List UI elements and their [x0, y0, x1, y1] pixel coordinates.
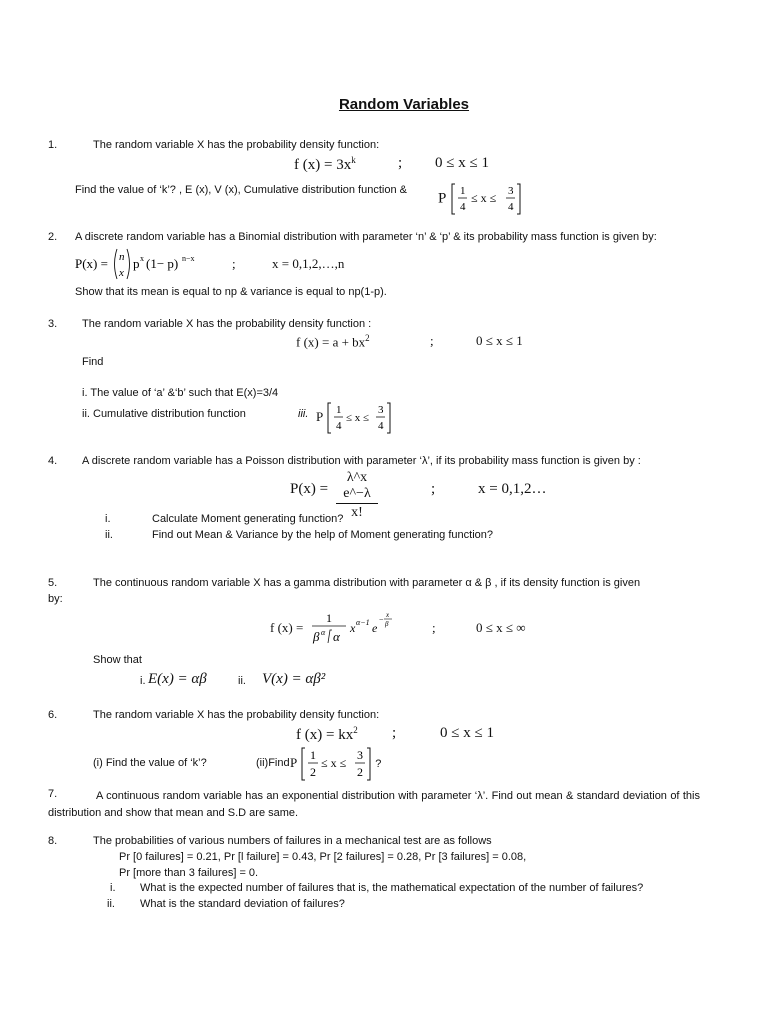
q6-item-i: (i) Find the value of ‘k’? — [93, 757, 207, 769]
svg-text:−: − — [379, 615, 384, 624]
q2-text: A discrete random variable has a Binomial distribution with parameter ‘n’ & ‘p’ & its probability mass function is given by: — [75, 231, 657, 243]
q2-binomial-formula — [75, 246, 205, 282]
q4-item-i-label: i. — [105, 513, 111, 525]
svg-text:1: 1 — [326, 611, 332, 625]
q4-range: x = 0,1,2… — [478, 481, 547, 497]
q8-number: 8. — [48, 835, 58, 847]
q4-text: A discrete random variable has a Poisson distribution with parameter ‘λ’, if its probability mass function is given by : — [82, 455, 641, 467]
q7-number: 7. — [48, 788, 58, 800]
q8-line-1: Pr [0 failures] = 0.21, Pr [l failure] = 0.43, Pr [2 failures] = 0.28, Pr [3 failures] = 0.08, — [119, 851, 527, 863]
q3-item-iii-label: iii. — [298, 408, 309, 420]
q5-text: The continuous random variable X has a gamma distribution with parameter α & β , if its density function is given — [93, 577, 641, 589]
q5-separator: ; — [432, 620, 436, 635]
q4-item-ii-label: ii. — [105, 529, 113, 541]
q3-text: The random variable X has the probability density function : — [82, 318, 372, 330]
q6-separator: ; — [392, 725, 397, 741]
q5-item-i-label: i. — [140, 675, 146, 687]
q5-item-i-formula: E(x) = αβ — [148, 671, 207, 687]
svg-text:≤ x ≤: ≤ x ≤ — [346, 412, 370, 424]
q1-text: The random variable X has the probability density function: — [93, 139, 380, 151]
q4-fraction-denominator: x! — [351, 505, 363, 520]
q5-range: 0 ≤ x ≤ ∞ — [476, 620, 526, 635]
q5-formula-body — [310, 610, 400, 651]
svg-text:3: 3 — [507, 185, 514, 197]
svg-text:x: x — [119, 267, 124, 279]
q5-number: 5. — [48, 577, 58, 589]
svg-text:x: x — [386, 611, 390, 619]
svg-text:α: α — [333, 629, 340, 644]
q4-formula-lhs: P(x) = — [290, 481, 329, 497]
q1-find: Find the value of ‘k’? , E (x), V (x), Cumulative distribution function & — [75, 184, 407, 196]
q6-formula: f $(x) = kx^2$ — [296, 725, 358, 743]
q4-number: 4. — [48, 455, 58, 467]
q8-item-ii-text: What is the standard deviation of failures? — [140, 898, 345, 910]
q6-bracket-expression — [300, 746, 372, 782]
q3-item-i: i. The value of ‘a’ &‘b’ such that E(x)=3/4 — [82, 387, 279, 399]
q8-item-i-label: i. — [110, 882, 116, 894]
q5-gamma-formula — [310, 610, 400, 646]
q4-item-ii-text: Find out Mean & Variance by the help of Moment generating function? — [152, 529, 494, 541]
q2-separator: ; — [232, 256, 236, 271]
svg-text:p: p — [133, 256, 140, 271]
svg-text:3: 3 — [378, 404, 384, 416]
q1-probability: P 1 4 ≤ x ≤ 3 4 — [438, 182, 522, 216]
q6-probability: P 1 2 ≤ x ≤ 3 2 ? — [290, 746, 381, 782]
svg-text:β: β — [313, 629, 320, 644]
q5-text-continued: by: — [48, 593, 63, 605]
svg-text:≤ x ≤: ≤ x ≤ — [470, 191, 496, 205]
q3-find: Find — [82, 356, 104, 368]
svg-text:P(x) =: P(x) = — [75, 256, 108, 271]
q2-show: Show that its mean is equal to np & variance is equal to np(1-p). — [75, 286, 387, 298]
q6-text: The random variable X has the probability density function: — [93, 709, 380, 721]
svg-text:4: 4 — [336, 420, 342, 432]
q4-fraction-numerator: λ^x e^−λ — [336, 470, 378, 504]
q3-item-ii: ii. Cumulative distribution function — [82, 408, 246, 420]
q5-item-ii-label: ii. — [238, 675, 246, 687]
q1-range: 0 ≤ x ≤ 1 — [435, 155, 489, 171]
q2-formula — [75, 246, 205, 287]
svg-text:1: 1 — [310, 748, 316, 762]
q8-line-2: Pr [more than 3 failures] = 0. — [119, 867, 259, 879]
page-title: Random Variables — [338, 96, 470, 113]
q3-range: 0 ≤ x ≤ 1 — [476, 333, 523, 348]
q3-number: 3. — [48, 318, 58, 330]
svg-text:β: β — [385, 620, 389, 628]
svg-text:α: α — [321, 628, 326, 637]
q1-separator: ; — [398, 155, 403, 171]
q3-bracket-expression — [326, 401, 392, 435]
svg-text:α−1: α−1 — [356, 618, 370, 627]
svg-text:n−x: n−x — [182, 254, 195, 263]
q1-formula: f $(x) = 3x^k$ — [294, 155, 356, 173]
q1-bracket-expression — [450, 182, 522, 216]
q5-show: Show that — [93, 654, 142, 666]
svg-text:n: n — [119, 251, 125, 263]
q3-formula: f $(x) = a + bx^2$ — [296, 333, 370, 350]
svg-text:2: 2 — [357, 765, 363, 779]
q1-number: 1. — [48, 139, 58, 151]
svg-text:3: 3 — [357, 748, 363, 762]
q6-item-ii: (ii)Find — [256, 757, 290, 769]
q2-range: x = 0,1,2,…,n — [272, 256, 345, 271]
svg-text:e: e — [372, 621, 378, 635]
q2-number: 2. — [48, 231, 58, 243]
svg-text:4: 4 — [378, 420, 384, 432]
q5-formula-lhs: f (x) = — [270, 620, 304, 635]
svg-text:≤ x ≤: ≤ x ≤ — [321, 756, 347, 770]
q3-separator: ; — [430, 333, 434, 348]
svg-text:2: 2 — [310, 765, 316, 779]
svg-text:x: x — [140, 254, 144, 263]
svg-text:4: 4 — [507, 201, 514, 213]
q5-item-ii-formula: V(x) = αβ² — [262, 671, 326, 687]
svg-text:(1− p): (1− p) — [146, 256, 179, 271]
q4-item-i-text: Calculate Moment generating function? — [152, 513, 344, 525]
q4-separator: ; — [431, 481, 436, 497]
q6-range: 0 ≤ x ≤ 1 — [440, 725, 494, 741]
q7-text: A continuous random variable has an exponential distribution with parameter ‘λ’. Find out mean & standard deviation of this distribution and show that mean and S.D are same. — [48, 790, 700, 819]
svg-text:x: x — [350, 621, 356, 635]
svg-text:1: 1 — [459, 185, 466, 197]
q8-item-i-text: What is the expected number of failures that is, the mathematical expectation of the number of failures? — [140, 882, 644, 894]
q6-number: 6. — [48, 709, 58, 721]
q8-text: The probabilities of various numbers of failures in a mechanical test are as follows — [93, 835, 492, 847]
q8-item-ii-label: ii. — [107, 898, 115, 910]
svg-text:1: 1 — [336, 404, 342, 416]
q3-probability: P 1 4 ≤ x ≤ 3 4 — [316, 401, 392, 435]
svg-text:4: 4 — [459, 201, 466, 213]
